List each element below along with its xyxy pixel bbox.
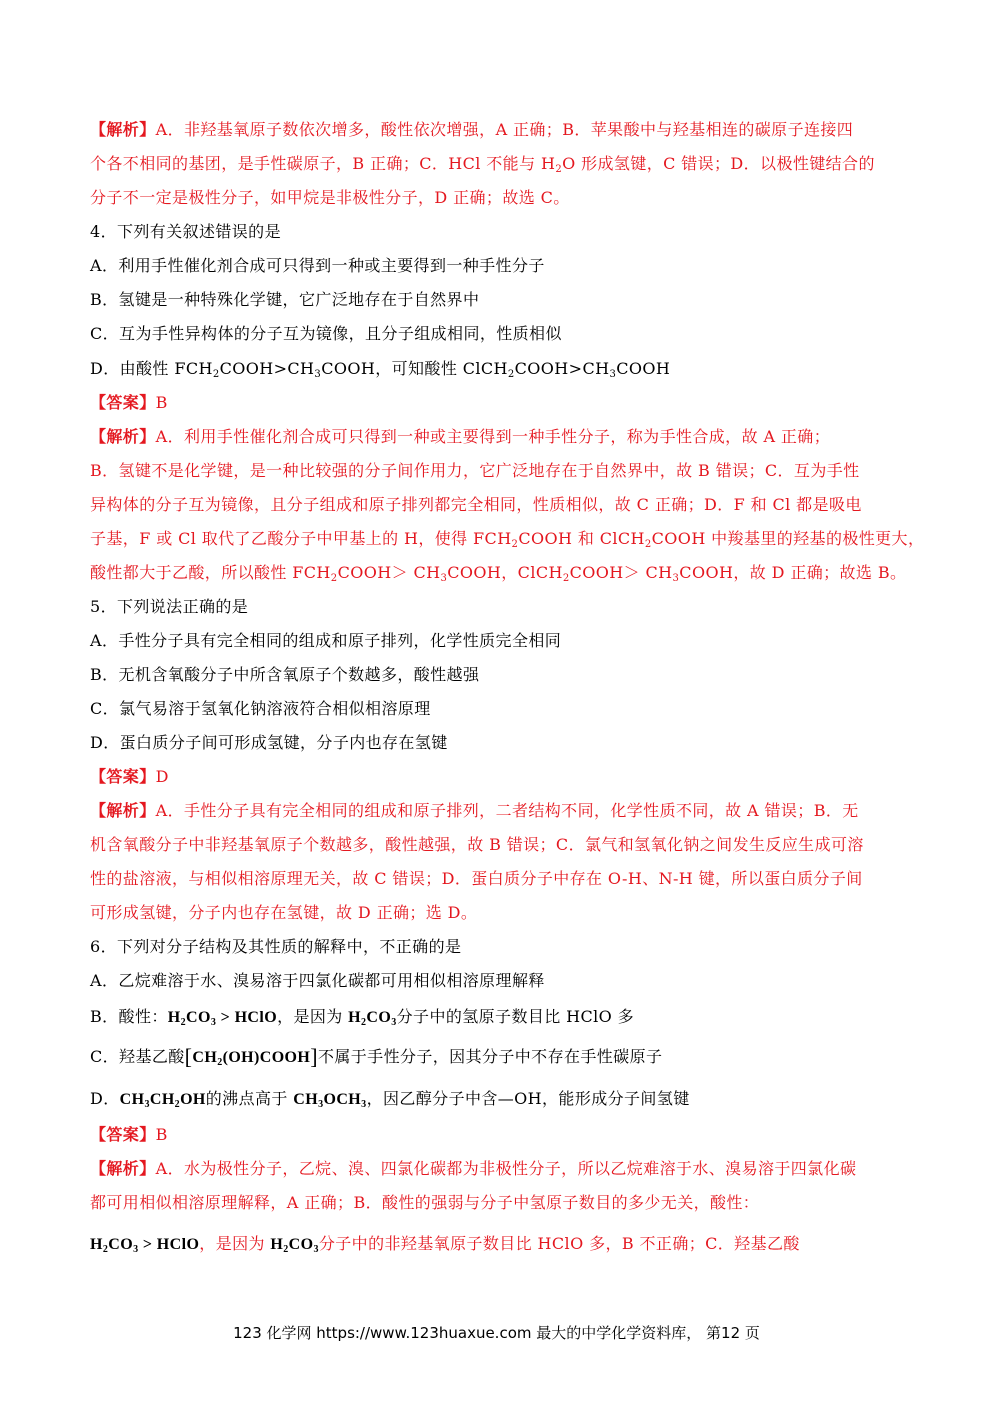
option-text: B．氢键是一种特殊化学键，它广泛地存在于自然界中	[90, 290, 480, 309]
formula-part: CO	[366, 1009, 392, 1026]
text-segment: COOH	[616, 359, 671, 378]
text-segment: ，是因为	[277, 1007, 349, 1026]
subscript: 3	[313, 1244, 319, 1255]
text-segment: 个各不相同的基团，是手性碳原子，B 正确；C．HCl 不能与 H	[90, 154, 556, 173]
formula-part: CO	[186, 1009, 211, 1026]
analysis-tag: 【解析】	[90, 1159, 156, 1178]
question-5-option-d	[90, 733, 920, 753]
text-segment: 异构体的分子互为镜像，且分子组成和原子排列都完全相同，性质相似，故 C 正确；D．F 和 Cl 都是吸电	[90, 495, 862, 514]
subscript: 2	[562, 573, 570, 584]
subscript: 2	[507, 369, 515, 380]
analysis-q6-line-2	[90, 1193, 920, 1213]
subscript: 2	[217, 1057, 223, 1068]
formula-part: > HClO	[138, 1236, 200, 1253]
formula-part: > HClO	[216, 1009, 278, 1026]
subscript: 3	[609, 369, 617, 380]
text-segment: 性的盐溶液，与相似相溶原理无关，故 C 错误；D．蛋白质分子中存在 O-H、N-H 键，所以蛋白质分子间	[90, 869, 863, 888]
analysis-q5-line-1	[90, 801, 920, 821]
formula-ethanol	[120, 1091, 206, 1108]
subscript: 2	[644, 539, 652, 550]
page-footer: 123 化学网 https://www.123huaxue.com 最大的中学化学资料库， 第12 页	[233, 1324, 760, 1342]
answer-q5	[90, 767, 920, 787]
analysis-q3-line-2	[90, 154, 920, 174]
formula-h2co3-gt-hclo	[90, 1236, 199, 1253]
analysis-q4-line-4	[90, 529, 925, 550]
text-segment: COOH，可知酸性 ClCH	[321, 359, 508, 378]
text-segment: COOH>CH	[514, 359, 610, 378]
subscript: 2	[212, 369, 220, 380]
answer-tag: 【答案】	[90, 393, 156, 412]
subscript: 2	[283, 1244, 289, 1255]
formula-h2co3	[270, 1236, 318, 1253]
question-4-option-b	[90, 290, 920, 310]
analysis-text: A．非羟基氧原子数依次增多，酸性依次增强，A 正确；B．苹果酸中与羟基相连的碳原子连接四	[155, 120, 854, 139]
option-text: A．乙烷难溶于水、溴易溶于四氯化碳都可用相似相溶原理解释	[90, 971, 545, 990]
text-segment: B．酸性：	[90, 1007, 168, 1026]
text-segment: D．	[90, 1089, 120, 1108]
formula-h2co3-gt-hclo	[168, 1009, 277, 1026]
analysis-q4-line-2	[90, 461, 920, 481]
formula-part: CH	[293, 1091, 319, 1108]
formula-h2co3	[348, 1009, 396, 1026]
option-text: C．互为手性异构体的分子互为镜像，且分子组成相同，性质相似	[90, 324, 562, 343]
subscript: 3	[314, 369, 322, 380]
analysis-q4-line-5	[90, 563, 920, 583]
analysis-text: A．手性分子具有完全相同的组成和原子排列，二者结构不同，化学性质不同，故 A 错误；B．无	[155, 801, 859, 820]
option-text: B．无机含氧酸分子中所含氧原子个数越多，酸性越强	[90, 665, 480, 684]
question-4-option-c	[90, 324, 920, 344]
answer-tag: 【答案】	[90, 1125, 156, 1144]
analysis-q3-line-1	[90, 120, 920, 140]
subscript: 3	[210, 1017, 217, 1028]
text-segment: 的沸点高于	[205, 1089, 294, 1108]
question-5-option-a	[90, 631, 920, 651]
subscript: 3	[144, 1099, 150, 1110]
question-4-option-a	[90, 256, 920, 276]
answer-tag: 【答案】	[90, 767, 156, 786]
answer-value: D	[155, 767, 169, 786]
question-text: 5．下列说法正确的是	[90, 597, 249, 616]
analysis-q6-line-1	[90, 1159, 920, 1179]
analysis-q3-line-3	[90, 188, 920, 208]
text-segment: COOH>CH	[219, 359, 315, 378]
question-6-option-a	[90, 971, 920, 991]
text-segment: 分子不一定是极性分子，如甲烷是非极性分子，D 正确；故选 C。	[90, 188, 570, 207]
formula-part: CO	[288, 1236, 314, 1253]
formula-part: CO	[108, 1236, 134, 1253]
left-bracket: [	[184, 1044, 193, 1069]
subscript: 2	[174, 1099, 181, 1110]
subscript: 3	[361, 1099, 367, 1110]
question-4-option-d	[90, 359, 920, 379]
analysis-text: A．利用手性催化剂合成可只得到一种或主要得到一种手性分子，称为手性合成，故 A 正确；	[155, 427, 831, 446]
question-5-option-c	[90, 699, 920, 719]
question-6-option-b	[90, 1007, 920, 1028]
question-6-stem	[90, 937, 920, 957]
subscript: 2	[555, 164, 563, 175]
text-segment: 不属于手性分子，因其分子中不存在手性碳原子	[317, 1047, 663, 1066]
text-segment: 都可用相似相溶原理解释，A 正确；B．酸性的强弱与分子中氢原子数目的多少无关，酸性：	[90, 1193, 760, 1212]
text-segment: COOH 和 ClCH	[518, 529, 645, 548]
text-segment: 分子中的非羟基氧原子数目比 HClO 多，B 不正确；C．羟基乙酸	[318, 1234, 800, 1253]
formula-part: H	[167, 1009, 181, 1026]
text-segment: 酸性都大于乙酸，所以酸性 FCH	[90, 563, 331, 582]
formula-part: OCH	[323, 1091, 362, 1108]
text-segment: 子基，F 或 Cl 取代了乙酸分子中甲基上的 H，使得 FCH	[90, 529, 512, 548]
analysis-q4-line-1	[90, 427, 920, 447]
subscript: 2	[361, 1017, 367, 1028]
subscript: 2	[511, 539, 519, 550]
analysis-text: A．水为极性分子，乙烷、溴、四氯化碳都为非极性分子，所以乙烷难溶于水、溴易溶于四氯化碳	[155, 1159, 857, 1178]
option-text: A．手性分子具有完全相同的组成和原子排列，化学性质完全相同	[90, 631, 562, 650]
formula-part: OH	[180, 1091, 206, 1108]
answer-q4	[90, 393, 920, 413]
question-4-stem	[90, 222, 920, 242]
option-text: C．氯气易溶于氢氧化钠溶液符合相似相溶原理	[90, 699, 431, 718]
formula-dimethyl-ether	[293, 1091, 366, 1108]
text-segment: O 形成氢键，C 错误；D．以极性键结合的	[562, 154, 875, 173]
subscript: 3	[391, 1017, 397, 1028]
analysis-tag: 【解析】	[90, 427, 156, 446]
option-text: A．利用手性催化剂合成可只得到一种或主要得到一种手性分子	[90, 256, 545, 275]
text-segment: COOH＞ CH	[337, 563, 441, 582]
text-segment: COOH＞ CH	[569, 563, 673, 582]
subscript: 3	[672, 573, 680, 584]
analysis-tag: 【解析】	[90, 801, 156, 820]
formula-part: CH	[149, 1091, 175, 1108]
answer-q6	[90, 1125, 920, 1145]
text-segment: COOH，故 D 正确；故选 B。	[679, 563, 907, 582]
text-segment: COOH 中羧基里的羟基的极性更大，	[651, 529, 925, 548]
question-5-option-b	[90, 665, 920, 685]
formula-part: H	[90, 1236, 103, 1253]
analysis-q5-line-2	[90, 835, 920, 855]
formula-part: H	[348, 1009, 362, 1026]
question-text: 4．下列有关叙述错误的是	[90, 222, 281, 241]
subscript: 2	[180, 1017, 187, 1028]
right-bracket: ]	[310, 1044, 318, 1069]
text-segment: ，是因为	[199, 1234, 271, 1253]
text-segment: C．羟基乙酸	[90, 1047, 185, 1066]
text-segment: ，因乙醇分子中含—OH，能形成分子间氢键	[366, 1089, 690, 1108]
question-6-option-c	[90, 1044, 920, 1069]
analysis-q6-line-3	[90, 1234, 920, 1255]
text-segment: 分子中的氢原子数目比 HClO 多	[396, 1007, 635, 1026]
option-text: D．蛋白质分子间可形成氢键，分子内也存在氢键	[90, 733, 448, 752]
answer-value: B	[155, 393, 168, 412]
formula-part: (OH)COOH	[222, 1049, 311, 1066]
formula-part: H	[270, 1236, 284, 1253]
text-segment: COOH，ClCH	[447, 563, 563, 582]
answer-value: B	[155, 1125, 168, 1144]
question-6-option-d	[90, 1089, 920, 1110]
subscript: 3	[440, 573, 448, 584]
analysis-q4-line-3	[90, 495, 920, 515]
subscript: 2	[330, 573, 338, 584]
subscript: 3	[133, 1244, 139, 1255]
text-segment: 机含氧酸分子中非羟基氧原子个数越多，酸性越强，故 B 错误；C．氯气和氢氧化钠之间发生反应生成可溶	[90, 835, 864, 854]
formula-part: CH	[192, 1049, 218, 1066]
formula-part: CH	[119, 1091, 145, 1108]
text-segment: B．氢键不是化学键，是一种比较强的分子间作用力，它广泛地存在于自然界中，故 B 错误；C．互为手性	[90, 461, 860, 480]
analysis-q5-line-4	[90, 903, 920, 923]
subscript: 3	[318, 1099, 324, 1110]
text-segment: 可形成氢键，分子内也存在氢键，故 D 正确；选 D。	[90, 903, 478, 922]
question-text: 6．下列对分子结构及其性质的解释中，不正确的是	[90, 937, 462, 956]
analysis-q5-line-3	[90, 869, 920, 889]
formula-glycolic-acid	[184, 1044, 318, 1069]
subscript: 2	[102, 1244, 109, 1255]
text-segment: D．由酸性 FCH	[90, 359, 213, 378]
analysis-tag: 【解析】	[90, 120, 156, 139]
question-5-stem	[90, 597, 920, 617]
